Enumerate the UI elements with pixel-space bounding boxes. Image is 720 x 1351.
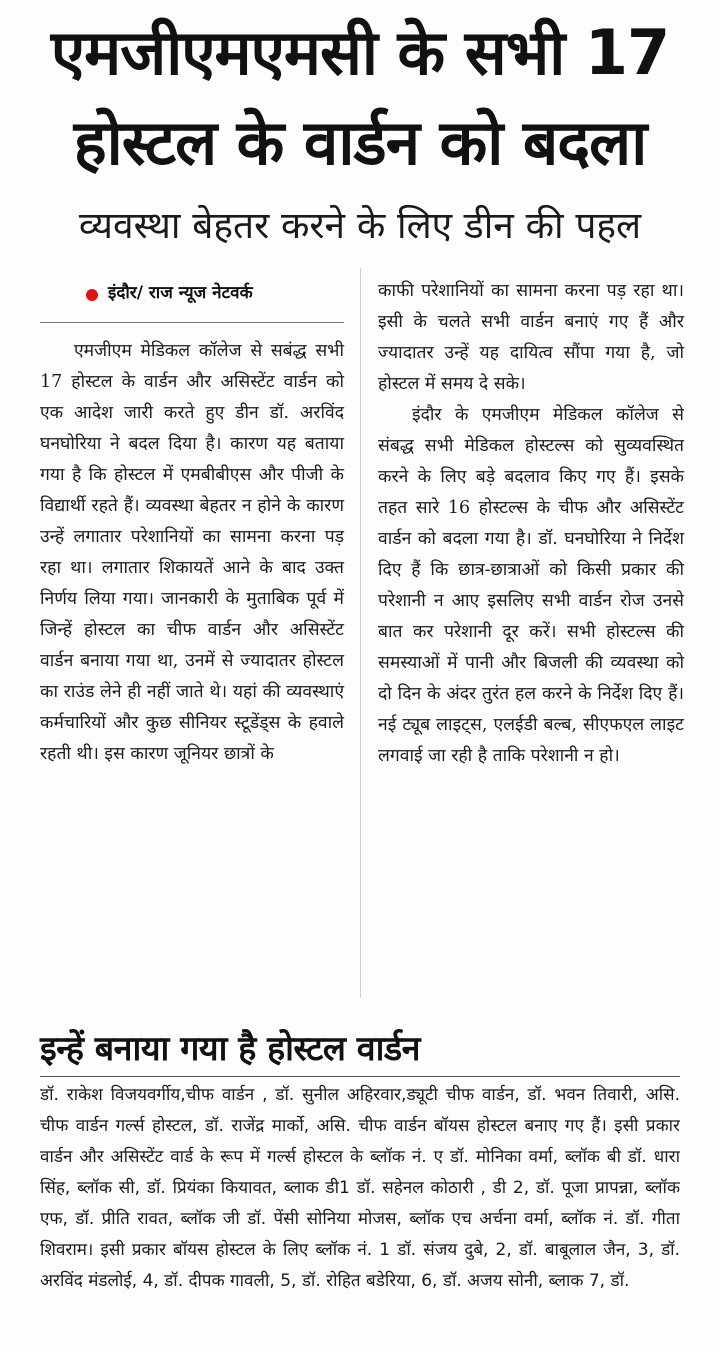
- article-right-column: [378, 276, 684, 772]
- section-body: डॉ. राकेश विजयवर्गीय,चीफ वार्डन , डॉ. सुनील अहिरवार,ड्यूटी चीफ वार्डन, डॉ. भवन तिवारी, असि. चीफ वार्डन गर्ल्स होस्टल, डॉ. राजेंद्र मार्को, असि. चीफ वार्डन बॉयस होस्टल बनाए गए हैं। इसी प्रकार वार्डन और असिस्टेंट वार्ड के रूप में गर्ल्स होस्टल के ब्लॉक नं. ए डॉ. मोनिका वर्मा, ब्लॉक बी डॉ. धारा सिंह, ब्लॉक सी, डॉ. प्रियंका कियावत, ब्लाक डी1 डॉ. सहेनल कोठारी , डी 2, डॉ. पूजा प्रापन्ना, ब्लॉक एफ, डॉ. प्रीति रावत, ब्लॉक जी डॉ. पेंसी सोनिया मोजस, ब्लॉक एच अर्चना वर्मा, ब्लॉक नं. डॉ. गीता शिवराम। इसी प्रकार बॉयस होस्टल के लिए ब्लॉक नं. 1 डॉ. संजय दुबे, 2, डॉ. बाबूलाल जैन, 3, डॉ. अरविंद मंडलोई, 4, डॉ. दीपक गावली, 5, डॉ. रोहित बडेरिया, 6, डॉ. अजय सोनी, ब्लाक 7, डॉ.: [40, 1085, 680, 1291]
- subheadline: व्यवस्था बेहतर करने के लिए डीन की पहल: [78, 204, 642, 247]
- headline-line-2: होस्टल के वार्डन को बदला: [73, 106, 647, 179]
- section-title: इन्हें बनाया गया है होस्टल वार्डन: [40, 1029, 420, 1069]
- right-paragraph-1: काफी परेशानियों का सामना करना पड़ रहा था। इसी के चलते सभी वार्डन बनाएं गए हैं और ज्यादातर उन्हें यह दायित्व सौंपा गया है, जो होस्टल में समय दे सके।: [378, 281, 684, 394]
- section-divider: [40, 1076, 680, 1077]
- byline-bullet-icon: [86, 289, 98, 301]
- headline-line-1: एमजीएमएमसी के सभी 17: [50, 16, 670, 89]
- article-left-column: [40, 336, 344, 770]
- column-divider: [360, 268, 361, 998]
- byline-divider: [40, 322, 344, 323]
- right-paragraph-2: इंदौर के एमजीएम मेडिकल कॉलेज से संबद्ध सभी मेडिकल होस्टल्स को सुव्यवस्थित करने के लिए बड़े बदलाव किए गए हैं। इसके तहत सारे 16 होस्टल्स के चीफ और असिस्टेंट वार्डन को बदला गया है। डॉ. घनघोरिया ने निर्देश दिए हैं कि छात्र-छात्राओं को किसी प्रकार की परेशानी न आए इसलिए सभी वार्डन रोज उनसे बात कर परेशानी दूर करें। सभी होस्टल्स की समस्याओं में पानी और बिजली की व्यवस्था को दो दिन के अंदर तुरंत हल करने के निर्देश दिए हैं। नई ट्यूब लाइट्स, एलईडी बल्ब, सीएफएल लाइट लगवाई जा रही है ताकि परेशानी न हो।: [378, 405, 684, 766]
- byline: इंदौर/ राज न्यूज नेटवर्क: [108, 283, 253, 303]
- left-paragraph-1: एमजीएम मेडिकल कॉलेज से सबंद्ध सभी 17 होस्टल के वार्डन और असिस्टेंट वार्डन को एक आदेश जारी करते हुए डीन डॉ. अरविंद घनघोरिया ने बदल दिया है। कारण यह बताया गया है कि होस्टल में एमबीबीएस और पीजी के विद्यार्थी रहते हैं। व्यवस्था बेहतर न होने के कारण उन्हें लगातार परेशानियों का सामना करना पड़ रहा था। लगातार शिकायतें आने के बाद उक्त निर्णय लिया गया। जानकारी के मुताबिक पूर्व में जिन्हें होस्टल का चीफ वार्डन और असिस्टेंट वार्डन बनाया गया था, उनमें से ज्यादातर होस्टल का राउंड लेने ही नहीं जाते थे। यहां की व्यवस्थाएं कर्मचारियों और कुछ सीनियर स्टूडेंड्स के हवाले रहती थी। इस कारण जूनियर छात्रों के: [40, 341, 344, 764]
